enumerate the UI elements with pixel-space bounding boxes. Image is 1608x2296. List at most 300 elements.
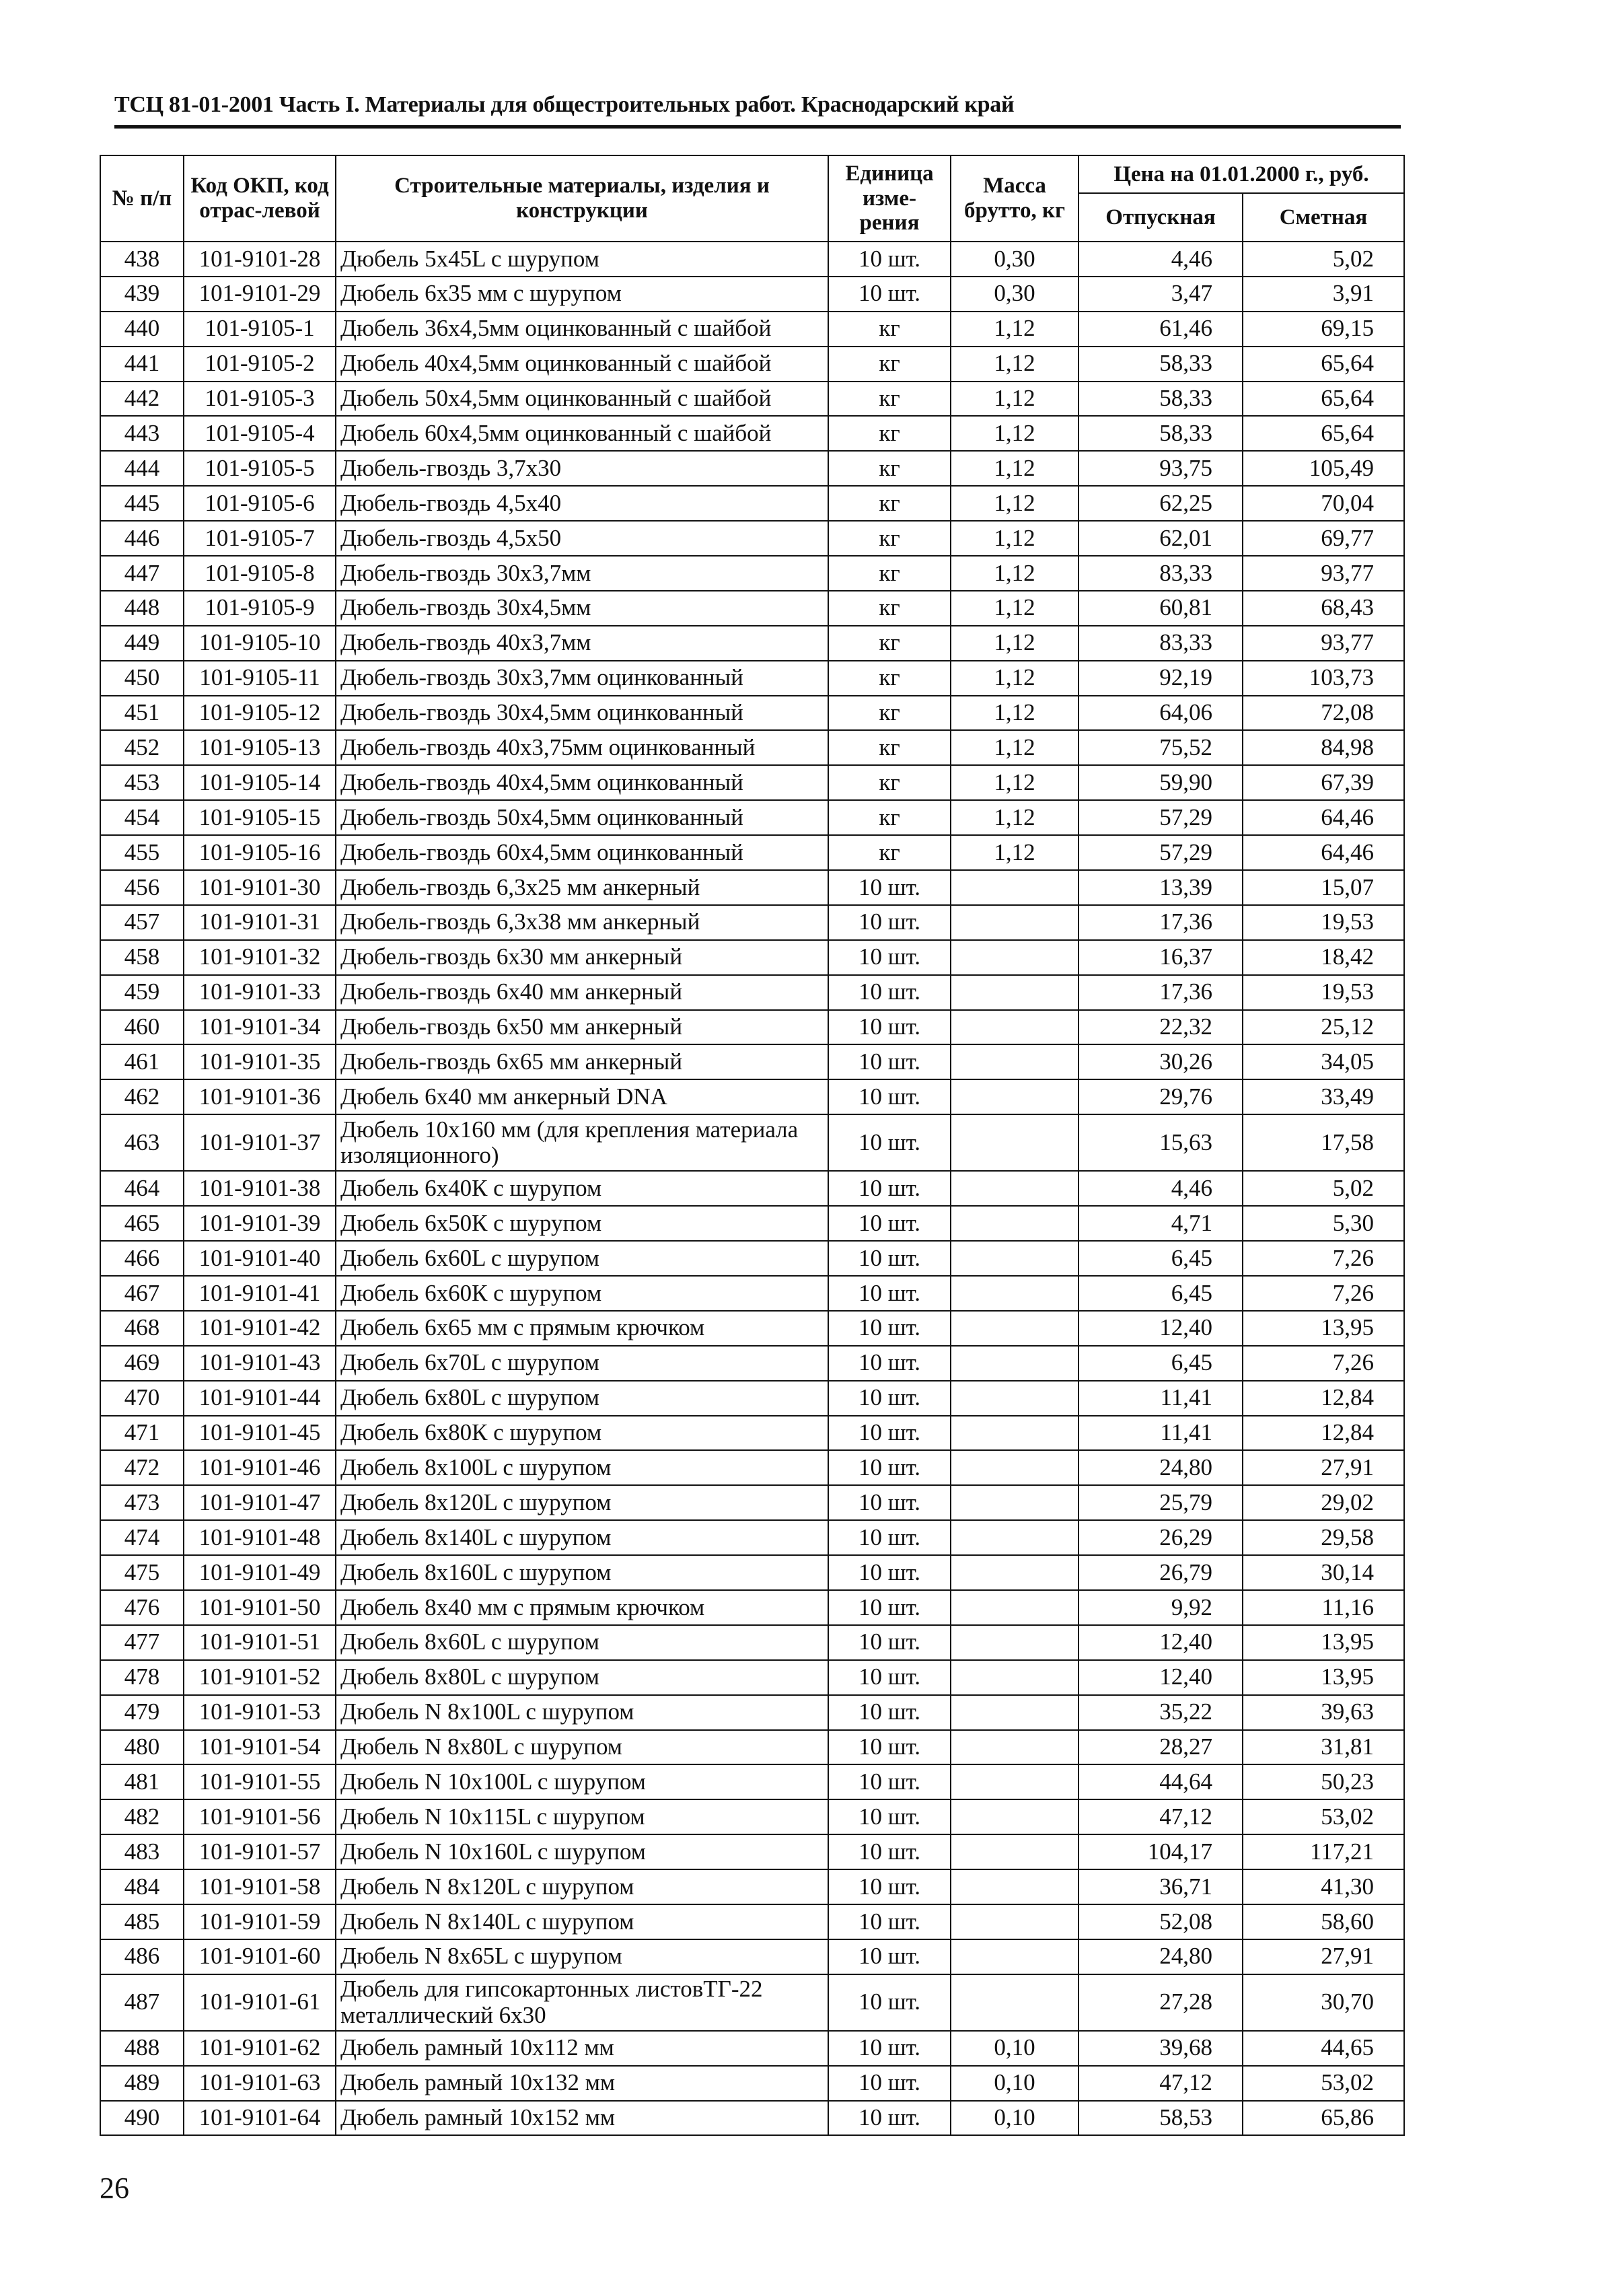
row-mass [951,1485,1079,1520]
row-number: 458 [100,940,184,975]
page-number: 26 [100,2172,129,2204]
row-price-release: 28,27 [1079,1730,1243,1765]
row-number: 468 [100,1311,184,1346]
row-number: 441 [100,347,184,382]
row-price-estimate: 29,58 [1243,1520,1404,1555]
row-name: Дюбель 6х40К с шурупом [336,1171,828,1206]
row-mass [951,1241,1079,1276]
table-row [100,1114,1404,1171]
row-mass [951,1660,1079,1695]
row-price-release: 6,45 [1079,1276,1243,1311]
row-price-release: 36,71 [1079,1869,1243,1904]
row-name: Дюбель N 8х120L с шурупом [336,1869,828,1904]
row-unit: 10 шт. [828,1625,951,1660]
row-unit: кг [828,835,951,870]
row-price-estimate: 69,15 [1243,312,1404,347]
row-name: Дюбель-гвоздь 40х3,75мм оцинкованный [336,730,828,765]
col-header-price-estimate: Сметная [1243,193,1404,242]
row-unit: 10 шт. [828,1311,951,1346]
row-price-estimate: 12,84 [1243,1381,1404,1416]
row-unit: 10 шт. [828,277,951,312]
row-name: Дюбель-гвоздь 40хЗ,7мм [336,626,828,661]
table-row [100,661,1404,696]
row-mass: 1,12 [951,661,1079,696]
row-code: 101-9101-59 [184,1904,336,1939]
row-name: Дюбель-гвоздь 30х3,7мм [336,556,828,591]
row-code: 101-9101-31 [184,905,336,940]
row-price-estimate: 18,42 [1243,940,1404,975]
row-code: 101-9101-57 [184,1834,336,1869]
row-number: 447 [100,556,184,591]
row-code: 101-9101-47 [184,1485,336,1520]
row-mass [951,1010,1079,1045]
row-name: Дюбель 5х45L с шурупом [336,242,828,277]
table-row [100,870,1404,905]
row-price-estimate: 15,07 [1243,870,1404,905]
row-mass: 0,10 [951,2066,1079,2101]
row-number: 446 [100,521,184,556]
table-row [100,1520,1404,1555]
table-body [100,242,1404,2135]
row-unit: кг [828,312,951,347]
row-code: 101-9101-56 [184,1799,336,1834]
row-price-estimate: 33,49 [1243,1079,1404,1114]
row-price-release: 30,26 [1079,1044,1243,1079]
row-price-estimate: 64,46 [1243,800,1404,835]
row-unit: 10 шт. [828,870,951,905]
row-name: Дюбель рамный 10х132 мм [336,2066,828,2101]
row-price-release: 62,01 [1079,521,1243,556]
row-code: 101-9105-10 [184,626,336,661]
row-code: 101-9101-50 [184,1590,336,1625]
row-mass: 1,12 [951,347,1079,382]
table-row [100,1660,1404,1695]
row-price-release: 4,71 [1079,1206,1243,1241]
row-name: Дюбель 6х70L с шурупом [336,1346,828,1381]
row-name: Дюбель-гвоздь 6х50 мм анкерный [336,1010,828,1045]
row-mass: 1,12 [951,696,1079,731]
table-row [100,1799,1404,1834]
row-unit: кг [828,661,951,696]
col-header-code: Код ОКП, код отрас-левой [184,155,336,242]
row-price-estimate: 11,16 [1243,1590,1404,1625]
row-number: 457 [100,905,184,940]
row-unit: кг [828,626,951,661]
row-price-release: 47,12 [1079,1799,1243,1834]
row-price-release: 57,29 [1079,835,1243,870]
row-unit: кг [828,800,951,835]
row-price-estimate: 29,02 [1243,1485,1404,1520]
table-row [100,835,1404,870]
row-mass: 1,12 [951,591,1079,626]
row-code: 101-9101-29 [184,277,336,312]
row-code: 101-9105-11 [184,661,336,696]
row-number: 473 [100,1485,184,1520]
row-unit: 10 шт. [828,1869,951,1904]
row-mass [951,1904,1079,1939]
row-mass [951,1114,1079,1171]
row-code: 101-9101-28 [184,242,336,277]
row-number: 439 [100,277,184,312]
row-price-estimate: 13,95 [1243,1625,1404,1660]
row-price-release: 9,92 [1079,1590,1243,1625]
row-code: 101-9101-32 [184,940,336,975]
row-price-release: 93,75 [1079,451,1243,486]
row-number: 456 [100,870,184,905]
row-number: 460 [100,1010,184,1045]
row-mass [951,1450,1079,1485]
row-mass [951,1799,1079,1834]
row-price-release: 16,37 [1079,940,1243,975]
row-price-release: 39,68 [1079,2031,1243,2066]
row-number: 444 [100,451,184,486]
table-row [100,556,1404,591]
row-code: 101-9105-7 [184,521,336,556]
table-row [100,1939,1404,1974]
row-price-estimate: 27,91 [1243,1939,1404,1974]
row-name: Дюбель-гвоздь 60х4,5мм оцинкованный [336,835,828,870]
row-name: Дюбель 8х120L с шурупом [336,1485,828,1520]
row-code: 101-9101-58 [184,1869,336,1904]
table-row [100,696,1404,731]
row-price-release: 12,40 [1079,1311,1243,1346]
row-mass [951,1730,1079,1765]
row-code: 101-9101-37 [184,1114,336,1171]
row-price-release: 60,81 [1079,591,1243,626]
row-mass: 1,12 [951,416,1079,451]
row-code: 101-9105-1 [184,312,336,347]
row-price-release: 25,79 [1079,1485,1243,1520]
row-price-estimate: 105,49 [1243,451,1404,486]
row-mass: 1,12 [951,521,1079,556]
row-code: 101-9101-64 [184,2101,336,2136]
table-row [100,1590,1404,1625]
row-number: 438 [100,242,184,277]
row-name: Дюбель 6х50К с шурупом [336,1206,828,1241]
row-price-release: 17,36 [1079,975,1243,1010]
row-price-release: 62,25 [1079,486,1243,521]
row-unit: 10 шт. [828,1590,951,1625]
row-price-estimate: 30,14 [1243,1555,1404,1590]
row-number: 480 [100,1730,184,1765]
row-mass: 0,30 [951,277,1079,312]
row-name: Дюбель 6х35 мм с шурупом [336,277,828,312]
row-mass: 1,12 [951,835,1079,870]
row-price-release: 75,52 [1079,730,1243,765]
row-unit: 10 шт. [828,975,951,1010]
table-row [100,1974,1404,2031]
row-code: 101-9101-42 [184,1311,336,1346]
row-unit: 10 шт. [828,1381,951,1416]
row-mass: 1,12 [951,312,1079,347]
row-price-release: 3,47 [1079,277,1243,312]
row-unit: 10 шт. [828,1730,951,1765]
row-price-estimate: 34,05 [1243,1044,1404,1079]
row-price-release: 29,76 [1079,1079,1243,1114]
row-mass [951,1416,1079,1451]
row-unit: 10 шт. [828,1764,951,1799]
row-price-estimate: 19,53 [1243,975,1404,1010]
row-code: 101-9101-48 [184,1520,336,1555]
table-row [100,1276,1404,1311]
table-row [100,277,1404,312]
row-number: 445 [100,486,184,521]
row-price-release: 83,33 [1079,556,1243,591]
row-price-estimate: 69,77 [1243,521,1404,556]
row-mass: 1,12 [951,382,1079,417]
table-row [100,1450,1404,1485]
row-price-release: 17,36 [1079,905,1243,940]
row-mass: 1,12 [951,626,1079,661]
row-unit: 10 шт. [828,1171,951,1206]
row-name: Дюбель-гвоздь 6х65 мм анкерный [336,1044,828,1079]
row-number: 470 [100,1381,184,1416]
row-price-estimate: 5,02 [1243,1171,1404,1206]
row-price-release: 4,46 [1079,242,1243,277]
row-mass [951,1625,1079,1660]
row-unit: 10 шт. [828,940,951,975]
row-unit: 10 шт. [828,1114,951,1171]
row-price-release: 27,28 [1079,1974,1243,2031]
row-name: Дюбель 60х4,5мм оцинкованный с шайбой [336,416,828,451]
row-number: 490 [100,2101,184,2136]
row-code: 101-9105-15 [184,800,336,835]
row-code: 101-9101-35 [184,1044,336,1079]
row-price-estimate: 93,77 [1243,626,1404,661]
row-unit: 10 шт. [828,1044,951,1079]
row-number: 459 [100,975,184,1010]
row-unit: 10 шт. [828,1485,951,1520]
row-mass [951,1695,1079,1730]
row-price-estimate: 19,53 [1243,905,1404,940]
row-price-estimate: 17,58 [1243,1114,1404,1171]
row-unit: 10 шт. [828,1241,951,1276]
row-code: 101-9105-3 [184,382,336,417]
row-mass [951,1044,1079,1079]
row-code: 101-9101-36 [184,1079,336,1114]
row-name: Дюбель 6х80К с шурупом [336,1416,828,1451]
row-number: 442 [100,382,184,417]
col-header-mass: Масса брутто, кг [951,155,1079,242]
table-row [100,1555,1404,1590]
row-number: 478 [100,1660,184,1695]
row-unit: кг [828,486,951,521]
table-row [100,2031,1404,2066]
table-row [100,1206,1404,1241]
row-price-estimate: 72,08 [1243,696,1404,731]
table-row [100,521,1404,556]
table-row [100,1695,1404,1730]
row-mass: 1,12 [951,765,1079,800]
table-row [100,1346,1404,1381]
row-price-release: 47,12 [1079,2066,1243,2101]
row-number: 449 [100,626,184,661]
row-price-estimate: 27,91 [1243,1450,1404,1485]
row-name: Дюбель N 10х100L с шурупом [336,1764,828,1799]
row-number: 440 [100,312,184,347]
row-mass [951,1206,1079,1241]
row-unit: 10 шт. [828,1799,951,1834]
row-name: Дюбель для гипсокартонных листовТГ-22 металлический 6х30 [336,1974,828,2031]
row-name: Дюбель-гвоздь 30х3,7мм оцинкованный [336,661,828,696]
row-unit: кг [828,382,951,417]
row-mass [951,1311,1079,1346]
row-price-estimate: 5,30 [1243,1206,1404,1241]
row-mass [951,905,1079,940]
row-name: Дюбель 6х80L с шурупом [336,1381,828,1416]
row-unit: кг [828,730,951,765]
row-number: 474 [100,1520,184,1555]
table-row [100,800,1404,835]
row-number: 477 [100,1625,184,1660]
row-price-estimate: 117,21 [1243,1834,1404,1869]
row-unit: кг [828,451,951,486]
row-unit: 10 шт. [828,1276,951,1311]
row-price-estimate: 65,64 [1243,347,1404,382]
row-unit: 10 шт. [828,1974,951,2031]
row-price-release: 57,29 [1079,800,1243,835]
row-name: Дюбель 6х60L с шурупом [336,1241,828,1276]
table-row [100,1869,1404,1904]
page-header: ТСЦ 81-01-2001 Часть I. Материалы для общестроительных работ. Краснодарский край [114,92,1015,117]
row-number: 485 [100,1904,184,1939]
row-code: 101-9101-45 [184,1416,336,1451]
row-name: Дюбель рамный 10х112 мм [336,2031,828,2066]
row-number: 443 [100,416,184,451]
row-price-estimate: 50,23 [1243,1764,1404,1799]
row-code: 101-9101-62 [184,2031,336,2066]
row-name: Дюбель N 10х160L с шурупом [336,1834,828,1869]
row-price-release: 6,45 [1079,1346,1243,1381]
row-price-release: 52,08 [1079,1904,1243,1939]
row-name: Дюбель рамный 10х152 мм [336,2101,828,2136]
table-row [100,1381,1404,1416]
row-name: Дюбель-гвоздь 40х4,5мм оцинкованный [336,765,828,800]
row-code: 101-9101-40 [184,1241,336,1276]
row-price-release: 92,19 [1079,661,1243,696]
row-mass: 0,10 [951,2101,1079,2136]
table-row [100,905,1404,940]
row-mass: 1,12 [951,556,1079,591]
row-unit: кг [828,521,951,556]
row-price-estimate: 3,91 [1243,277,1404,312]
row-mass [951,1171,1079,1206]
row-price-estimate: 13,95 [1243,1660,1404,1695]
row-price-release: 58,53 [1079,2101,1243,2136]
row-mass [951,1869,1079,1904]
row-name: Дюбель N 10х115L с шурупом [336,1799,828,1834]
row-price-estimate: 64,46 [1243,835,1404,870]
row-code: 101-9101-30 [184,870,336,905]
row-mass [951,1764,1079,1799]
row-unit: кг [828,591,951,626]
row-mass [951,1939,1079,1974]
row-unit: 10 шт. [828,1939,951,1974]
row-number: 464 [100,1171,184,1206]
row-price-estimate: 53,02 [1243,2066,1404,2101]
row-name: Дюбель-гвоздь 6х40 мм анкерный [336,975,828,1010]
col-header-name: Строительные материалы, изделия и конструкции [336,155,828,242]
row-number: 448 [100,591,184,626]
row-price-estimate: 58,60 [1243,1904,1404,1939]
row-mass [951,1520,1079,1555]
row-mass [951,940,1079,975]
row-mass [951,1079,1079,1114]
table-row [100,2066,1404,2101]
row-unit: 10 шт. [828,1346,951,1381]
row-unit: 10 шт. [828,1834,951,1869]
row-unit: 10 шт. [828,1904,951,1939]
row-mass: 1,12 [951,451,1079,486]
row-price-estimate: 84,98 [1243,730,1404,765]
row-price-estimate: 5,02 [1243,242,1404,277]
row-code: 101-9101-51 [184,1625,336,1660]
row-mass [951,975,1079,1010]
row-code: 101-9105-12 [184,696,336,731]
row-price-estimate: 30,70 [1243,1974,1404,2031]
row-price-release: 61,46 [1079,312,1243,347]
row-code: 101-9105-8 [184,556,336,591]
row-mass [951,1276,1079,1311]
row-price-release: 4,46 [1079,1171,1243,1206]
row-price-estimate: 65,64 [1243,382,1404,417]
row-name: Дюбель-гвоздь 4,5х40 [336,486,828,521]
row-mass: 0,10 [951,2031,1079,2066]
row-code: 101-9101-38 [184,1171,336,1206]
row-number: 466 [100,1241,184,1276]
row-number: 452 [100,730,184,765]
row-code: 101-9101-41 [184,1276,336,1311]
row-unit: 10 шт. [828,2031,951,2066]
row-code: 101-9105-14 [184,765,336,800]
table-row [100,1044,1404,1079]
row-price-release: 11,41 [1079,1416,1243,1451]
table-row [100,975,1404,1010]
table-row [100,591,1404,626]
row-code: 101-9101-63 [184,2066,336,2101]
row-number: 463 [100,1114,184,1171]
row-unit: 10 шт. [828,1520,951,1555]
row-name: Дюбель 8х60L с шурупом [336,1625,828,1660]
price-table [100,155,1405,2136]
row-code: 101-9101-52 [184,1660,336,1695]
table-row [100,1311,1404,1346]
row-name: Дюбель-гвоздь 6,3х25 мм анкерный [336,870,828,905]
row-number: 486 [100,1939,184,1974]
table-row [100,382,1404,417]
row-price-estimate: 13,95 [1243,1311,1404,1346]
row-unit: кг [828,765,951,800]
row-code: 101-9105-5 [184,451,336,486]
row-code: 101-9105-2 [184,347,336,382]
row-number: 462 [100,1079,184,1114]
row-price-estimate: 25,12 [1243,1010,1404,1045]
col-header-price-group: Цена на 01.01.2000 г., руб. [1079,155,1404,193]
row-code: 101-9101-55 [184,1764,336,1799]
row-name: Дюбель-гвоздь 30х4,5мм оцинкованный [336,696,828,731]
row-number: 484 [100,1869,184,1904]
row-name: Дюбель 10х160 мм (для крепления материала изоляционного) [336,1114,828,1171]
table-row [100,1730,1404,1765]
row-unit: кг [828,556,951,591]
row-code: 101-9101-43 [184,1346,336,1381]
row-mass [951,1555,1079,1590]
row-number: 475 [100,1555,184,1590]
row-unit: кг [828,696,951,731]
row-code: 101-9101-34 [184,1010,336,1045]
row-code: 101-9101-33 [184,975,336,1010]
row-number: 455 [100,835,184,870]
